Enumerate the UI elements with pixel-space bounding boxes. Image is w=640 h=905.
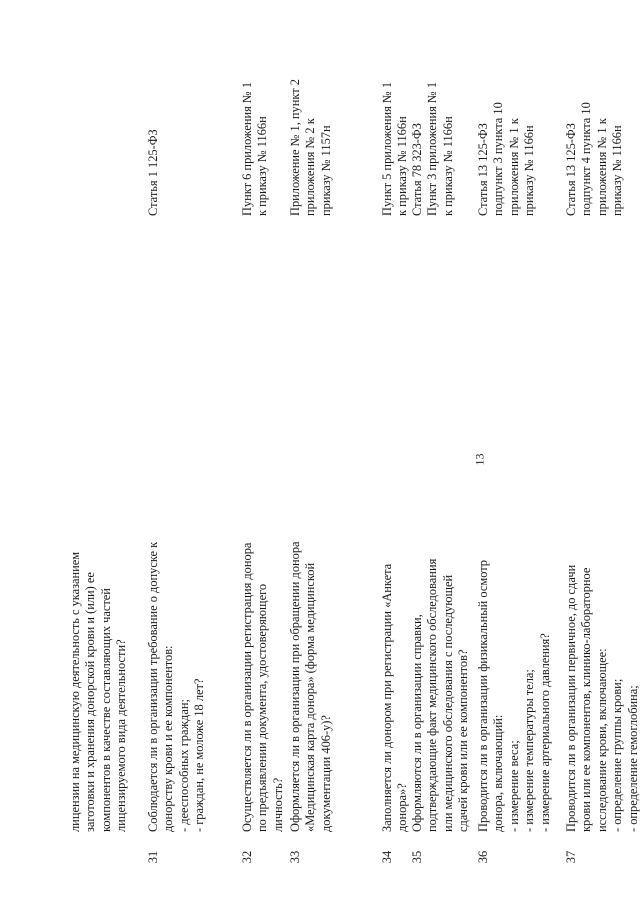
reference-line: Приложение № 1, пункт 2 [288, 79, 302, 216]
reference-line: приложения № 2 к [303, 118, 318, 216]
text-line: лицензии на медицинскую деятельность с указанием [68, 551, 82, 832]
reference-line: приказу № 1166н [522, 125, 537, 216]
text-line: документации 406-у)? [318, 715, 333, 832]
text-line: - дееспособных граждан; [176, 699, 191, 832]
text-line: подтверждающие факт медицинского обследования [425, 558, 440, 832]
text-line: компонентов в качестве составляющих частей [98, 588, 113, 832]
row-number: 36 [476, 850, 490, 864]
requirement-text [380, 462, 411, 832]
reference-line: Статья 13 125-ФЗ [476, 123, 490, 216]
requirement-text [476, 462, 553, 832]
requirement-text [146, 462, 208, 832]
requirement-text [240, 462, 286, 832]
legal-reference [410, 26, 456, 216]
row-number: 35 [410, 850, 424, 864]
requirement-text [564, 462, 640, 832]
legal-reference [564, 26, 626, 216]
reference-line: к приказу № 1166н [255, 116, 270, 216]
row-number: 33 [288, 850, 302, 864]
reference-line: приложения № 1 к [594, 118, 609, 216]
reference-line: к приказу № 1166н [440, 116, 455, 216]
reference-line: подпункт 3 пункта 10 [491, 102, 506, 216]
text-line: - определение гемоглобина; [625, 685, 640, 832]
text-line: - граждан, не моложе 18 лет? [192, 678, 207, 832]
text-line: Проводится ли в организации физикальный осмотр [476, 559, 490, 832]
legal-reference [240, 26, 271, 216]
text-line: Заполняется ли донором при регистрации «Анкета [380, 563, 394, 832]
reference-line: Пункт 3 приложения № 1 [425, 81, 440, 216]
text-line: - измерение веса; [506, 740, 521, 832]
text-line: - измерение артериального давления? [537, 633, 552, 832]
legal-reference [476, 26, 538, 216]
text-line: или медицинского обследования с последующей [440, 574, 455, 832]
text-line: донора, включающий: [491, 714, 506, 832]
text-line: Соблюдается ли в организации требование о допуске к [146, 541, 160, 832]
text-line: крови или ее компонентов, клинико-лабораторное [579, 567, 594, 832]
reference-line: Статья 1 125-ФЗ [146, 129, 160, 216]
reference-line: Пункт 6 приложения № 1 [240, 81, 254, 216]
reference-line: приказу № 1157н [318, 125, 333, 216]
row-number: 37 [564, 850, 578, 864]
text-line: личность? [270, 777, 285, 832]
row-number: 32 [240, 850, 254, 864]
text-line: Проводится ли в организации первичное, до сдачи [564, 564, 578, 832]
legal-reference [288, 26, 334, 216]
text-line: «Медицинская карта донора» (форма медицинской [303, 562, 318, 832]
text-line: лицензируемого вида деятельности? [114, 639, 129, 832]
page-number: 13 [472, 453, 487, 466]
text-line: донорству крови и ее компонентов: [161, 645, 176, 832]
text-line: Оформляются ли в организации справки, [410, 614, 424, 832]
text-line: - измерение температуры тела; [522, 669, 537, 832]
reference-line: Статья 78 323-ФЗ [410, 123, 424, 216]
text-line: по предъявлении документа, удостоверяющего [255, 583, 270, 832]
text-line: исследование крови, включающее: [594, 648, 609, 832]
reference-line: приказу № 1166н [610, 125, 625, 216]
text-line: Оформляется ли в организации при обращении донора [288, 541, 302, 832]
requirement-text [410, 462, 472, 832]
reference-line: подпункт 4 пункта 10 [579, 102, 594, 216]
reference-line: Пункт 5 приложения № 1 [380, 81, 394, 216]
rotated-table [60, 32, 640, 872]
row-number: 34 [380, 850, 394, 864]
requirement-text [288, 462, 334, 832]
reference-line: приложения № 1 к [506, 118, 521, 216]
legal-reference [146, 26, 161, 216]
text-line: Осуществляется ли в организации регистрация донора [240, 542, 254, 832]
requirement-text [68, 462, 130, 832]
text-line: донора»? [395, 783, 410, 832]
reference-line: Статья 13 125-ФЗ [564, 123, 578, 216]
legal-reference [380, 26, 411, 216]
row-number: 31 [146, 850, 160, 864]
text-line: - определение группы крови; [610, 678, 625, 832]
reference-line: к приказу № 1166н [395, 116, 410, 216]
text-line: заготовки и хранения донорской крови и (или) ее [83, 572, 98, 832]
text-line: сдачей крови или ее компонентов? [456, 649, 471, 832]
